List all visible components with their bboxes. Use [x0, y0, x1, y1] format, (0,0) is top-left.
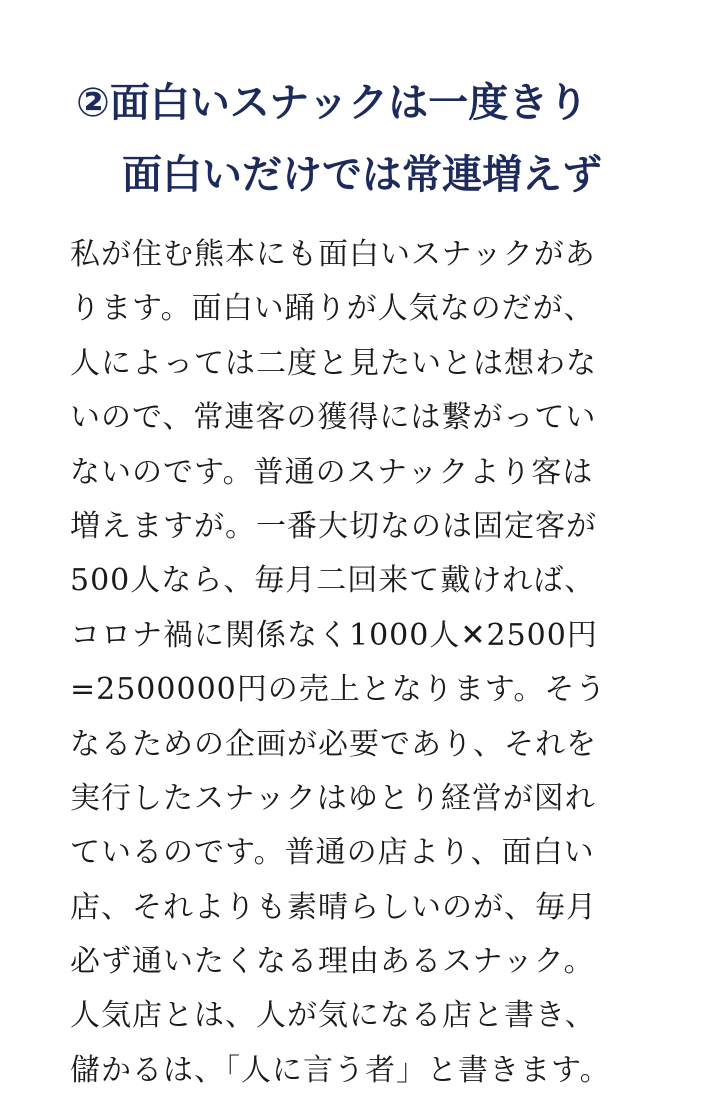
page-heading	[0, 72, 720, 206]
body-line-6: 増えますが。一番大切なのは固定客が	[70, 508, 597, 544]
body-line-8: コロナ禍に関係なく1000人✕2500円	[70, 617, 598, 653]
body-line-5: ないのです。普通のスナックより客は	[70, 454, 594, 490]
body-line-4: いので、常連客の獲得には繋がってい	[70, 400, 597, 436]
body-line-13: 店、それよりも素晴らしいのが、毎月	[70, 889, 597, 925]
body-line-12: ているのです。普通の店より、面白い	[70, 835, 595, 871]
body-line-1: 私が住む熊本にも面白いスナックがあ	[70, 237, 596, 272]
body-line-2: ります。面白い踊りが人気なのだが、	[70, 291, 595, 327]
body-line-10: なるための企画が必要であり、それを	[70, 726, 597, 762]
body-line-7: 500人なら、毎月二回来て戴ければ、	[70, 563, 596, 599]
body-line-11: 実行したスナックはゆとり経営が図れ	[70, 780, 596, 816]
body-line-14: 必ず通いたくなる理由あるスナック。	[70, 944, 595, 980]
body-line-15: 人気店とは、人が気になる店と書き、	[70, 998, 596, 1034]
heading-line-1: ②面白いスナックは一度きり	[76, 80, 589, 126]
body-line-3: 人によっては二度と見たいとは想わな	[70, 345, 597, 381]
body-line-16: 儲かるは、「人に言う者」と書きます。	[70, 1052, 611, 1088]
heading-line-2: 面白いだけでは常連増えず	[122, 152, 602, 198]
body-text	[70, 228, 690, 1098]
body-line-9: =2500000円の売上となります。そう	[70, 672, 607, 708]
